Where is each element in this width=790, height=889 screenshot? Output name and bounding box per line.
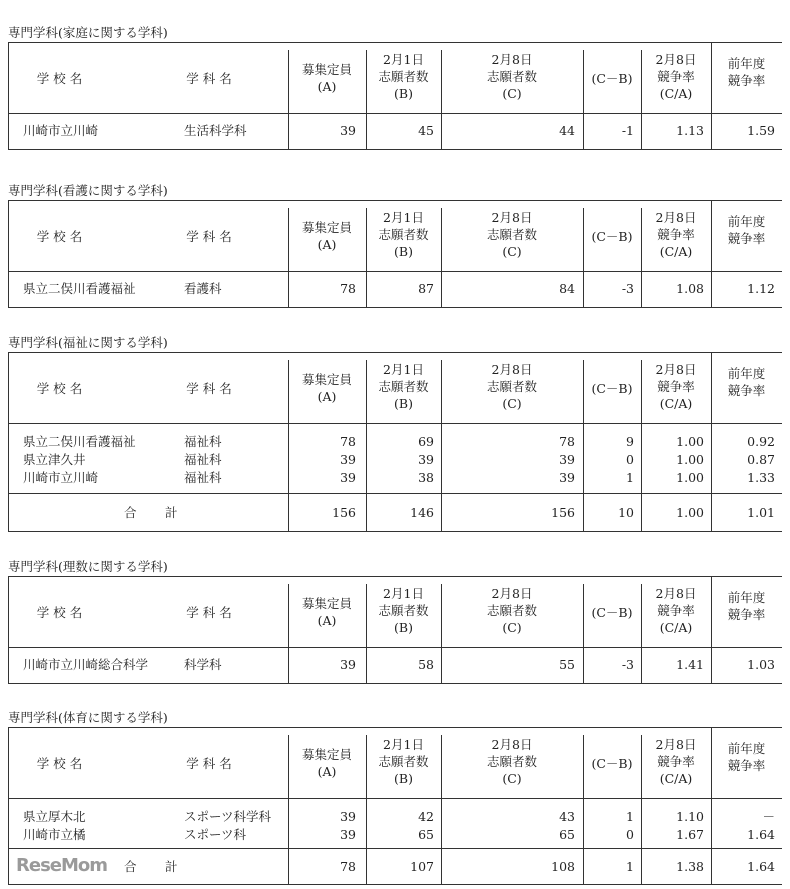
prev-ratio: 0.92 (747, 434, 775, 449)
table-row (9, 808, 782, 826)
applicants-b: 42 (418, 809, 434, 824)
total-difference: 10 (618, 505, 634, 520)
department-name: 福祉科 (184, 470, 222, 485)
header-a: 募集定員 (A) (301, 747, 352, 779)
ratio-ca: 1.08 (676, 281, 704, 296)
header-prev: 前年度 競争率 (727, 214, 766, 246)
table-header (9, 577, 782, 648)
header-cb: (C－B) (591, 71, 633, 86)
department-name: 科学科 (184, 657, 222, 672)
total-row (9, 493, 782, 532)
applicants-b: 87 (418, 281, 434, 296)
applicants-b: 65 (418, 827, 434, 842)
capacity-a: 78 (340, 281, 356, 296)
total-prev-ratio: 1.01 (747, 505, 775, 520)
applicants-c: 84 (559, 281, 575, 296)
header-b: 2月1日 志願者数 (B) (378, 362, 429, 411)
prev-ratio: 0.87 (747, 452, 775, 467)
prev-ratio: － (762, 809, 775, 824)
difference-cb: 1 (626, 470, 634, 485)
prev-ratio: 1.03 (747, 657, 775, 672)
section-title: 専門学科(看護に関する学科) (8, 183, 168, 198)
total-capacity: 78 (340, 859, 356, 874)
ratio-ca: 1.41 (676, 657, 704, 672)
applicants-c: 78 (559, 434, 575, 449)
school-name: 川崎市立川崎 (23, 123, 99, 138)
table-header (9, 201, 782, 272)
school-name: 県立津久井 (23, 452, 86, 467)
prev-ratio: 1.59 (747, 123, 775, 138)
section-title: 専門学科(理数に関する学科) (8, 559, 168, 574)
total-applicants-b: 107 (410, 859, 434, 874)
ratio-ca: 1.13 (676, 123, 704, 138)
prev-ratio: 1.12 (747, 281, 775, 296)
applicants-b: 39 (418, 452, 434, 467)
header-a: 募集定員 (A) (301, 596, 352, 628)
table-row (9, 469, 782, 487)
header-b: 2月1日 志願者数 (B) (378, 52, 429, 101)
table-header (9, 728, 782, 799)
header-prev: 前年度 競争率 (727, 590, 766, 622)
difference-cb: -1 (621, 123, 634, 138)
header-school: 学 校 名 (36, 381, 83, 396)
department-name: 福祉科 (184, 434, 222, 449)
school-name: 川崎市立川崎総合科学 (23, 657, 149, 672)
total-applicants-c: 108 (551, 859, 575, 874)
applicants-b: 45 (418, 123, 434, 138)
section-title: 専門学科(体育に関する学科) (8, 710, 168, 725)
applicants-c: 44 (559, 123, 575, 138)
header-c: 2月8日 志願者数 (C) (486, 52, 537, 101)
total-label: 合 計 (124, 505, 186, 520)
table-row (9, 826, 782, 844)
data-table (8, 200, 782, 308)
table-row (9, 656, 782, 674)
total-label: 合 計 (124, 859, 186, 874)
header-school: 学 校 名 (36, 605, 83, 620)
prev-ratio: 1.64 (747, 827, 775, 842)
header-cb: (C－B) (591, 381, 633, 396)
header-ratio: 2月8日 競争率 (C/A) (655, 210, 697, 259)
school-name: 県立二俣川看護福祉 (23, 434, 136, 449)
school-name: 県立厚木北 (23, 809, 86, 824)
total-ratio: 1.00 (676, 505, 704, 520)
applicants-c: 39 (559, 452, 575, 467)
header-cb: (C－B) (591, 756, 633, 771)
department-name: 生活科学科 (184, 123, 247, 138)
header-c: 2月8日 志願者数 (C) (486, 210, 537, 259)
department-name: スポーツ科学科 (184, 809, 272, 824)
header-school: 学 校 名 (36, 229, 83, 244)
capacity-a: 39 (340, 452, 356, 467)
capacity-a: 39 (340, 827, 356, 842)
applicants-c: 39 (559, 470, 575, 485)
ratio-ca: 1.00 (676, 470, 704, 485)
header-prev: 前年度 競争率 (727, 366, 766, 398)
capacity-a: 39 (340, 470, 356, 485)
header-cb: (C－B) (591, 605, 633, 620)
data-table (8, 576, 782, 684)
header-school: 学 校 名 (36, 71, 83, 86)
header-ratio: 2月8日 競争率 (C/A) (655, 362, 697, 411)
school-name: 川崎市立橘 (23, 827, 86, 842)
table-row (9, 122, 782, 140)
header-c: 2月8日 志願者数 (C) (486, 586, 537, 635)
difference-cb: -3 (621, 281, 634, 296)
header-school: 学 校 名 (36, 756, 83, 771)
table-header (9, 353, 782, 424)
prev-ratio: 1.33 (747, 470, 775, 485)
header-prev: 前年度 競争率 (727, 741, 766, 773)
ratio-ca: 1.10 (676, 809, 704, 824)
data-table (8, 727, 782, 885)
header-prev: 前年度 競争率 (727, 56, 766, 88)
department-name: 看護科 (184, 281, 222, 296)
table-row (9, 280, 782, 298)
header-dept: 学 科 名 (186, 756, 232, 771)
total-applicants-b: 146 (410, 505, 434, 520)
difference-cb: 0 (626, 452, 634, 467)
header-ratio: 2月8日 競争率 (C/A) (655, 52, 697, 101)
section-title: 専門学科(福祉に関する学科) (8, 335, 168, 350)
applicants-b: 38 (418, 470, 434, 485)
applicants-b: 69 (418, 434, 434, 449)
header-b: 2月1日 志願者数 (B) (378, 737, 429, 786)
header-dept: 学 科 名 (186, 229, 232, 244)
table-header (9, 43, 782, 114)
capacity-a: 39 (340, 123, 356, 138)
table-row (9, 433, 782, 451)
capacity-a: 39 (340, 809, 356, 824)
header-a: 募集定員 (A) (301, 62, 352, 94)
school-name: 県立二俣川看護福祉 (23, 281, 136, 296)
table-row (9, 451, 782, 469)
difference-cb: -3 (621, 657, 634, 672)
header-dept: 学 科 名 (186, 71, 232, 86)
ratio-ca: 1.00 (676, 452, 704, 467)
capacity-a: 39 (340, 657, 356, 672)
header-dept: 学 科 名 (186, 381, 232, 396)
difference-cb: 0 (626, 827, 634, 842)
header-ratio: 2月8日 競争率 (C/A) (655, 737, 697, 786)
total-applicants-c: 156 (551, 505, 575, 520)
applicants-c: 55 (559, 657, 575, 672)
header-dept: 学 科 名 (186, 605, 232, 620)
ratio-ca: 1.67 (676, 827, 704, 842)
data-table (8, 42, 782, 150)
capacity-a: 78 (340, 434, 356, 449)
header-c: 2月8日 志願者数 (C) (486, 362, 537, 411)
header-b: 2月1日 志願者数 (B) (378, 586, 429, 635)
header-cb: (C－B) (591, 229, 633, 244)
header-c: 2月8日 志願者数 (C) (486, 737, 537, 786)
applicants-b: 58 (418, 657, 434, 672)
header-b: 2月1日 志願者数 (B) (378, 210, 429, 259)
total-difference: 1 (626, 859, 634, 874)
total-prev-ratio: 1.64 (747, 859, 775, 874)
ratio-ca: 1.00 (676, 434, 704, 449)
applicants-c: 43 (559, 809, 575, 824)
header-a: 募集定員 (A) (301, 372, 352, 404)
header-ratio: 2月8日 競争率 (C/A) (655, 586, 697, 635)
section-title: 専門学科(家庭に関する学科) (8, 25, 168, 40)
department-name: スポーツ科 (184, 827, 247, 842)
difference-cb: 1 (626, 809, 634, 824)
header-a: 募集定員 (A) (301, 220, 352, 252)
total-capacity: 156 (332, 505, 356, 520)
difference-cb: 9 (626, 434, 634, 449)
watermark-logo: ReseMom (16, 855, 108, 876)
total-ratio: 1.38 (676, 859, 704, 874)
applicants-c: 65 (559, 827, 575, 842)
school-name: 川崎市立川崎 (23, 470, 99, 485)
total-row (9, 848, 782, 885)
data-table (8, 352, 782, 532)
department-name: 福祉科 (184, 452, 222, 467)
